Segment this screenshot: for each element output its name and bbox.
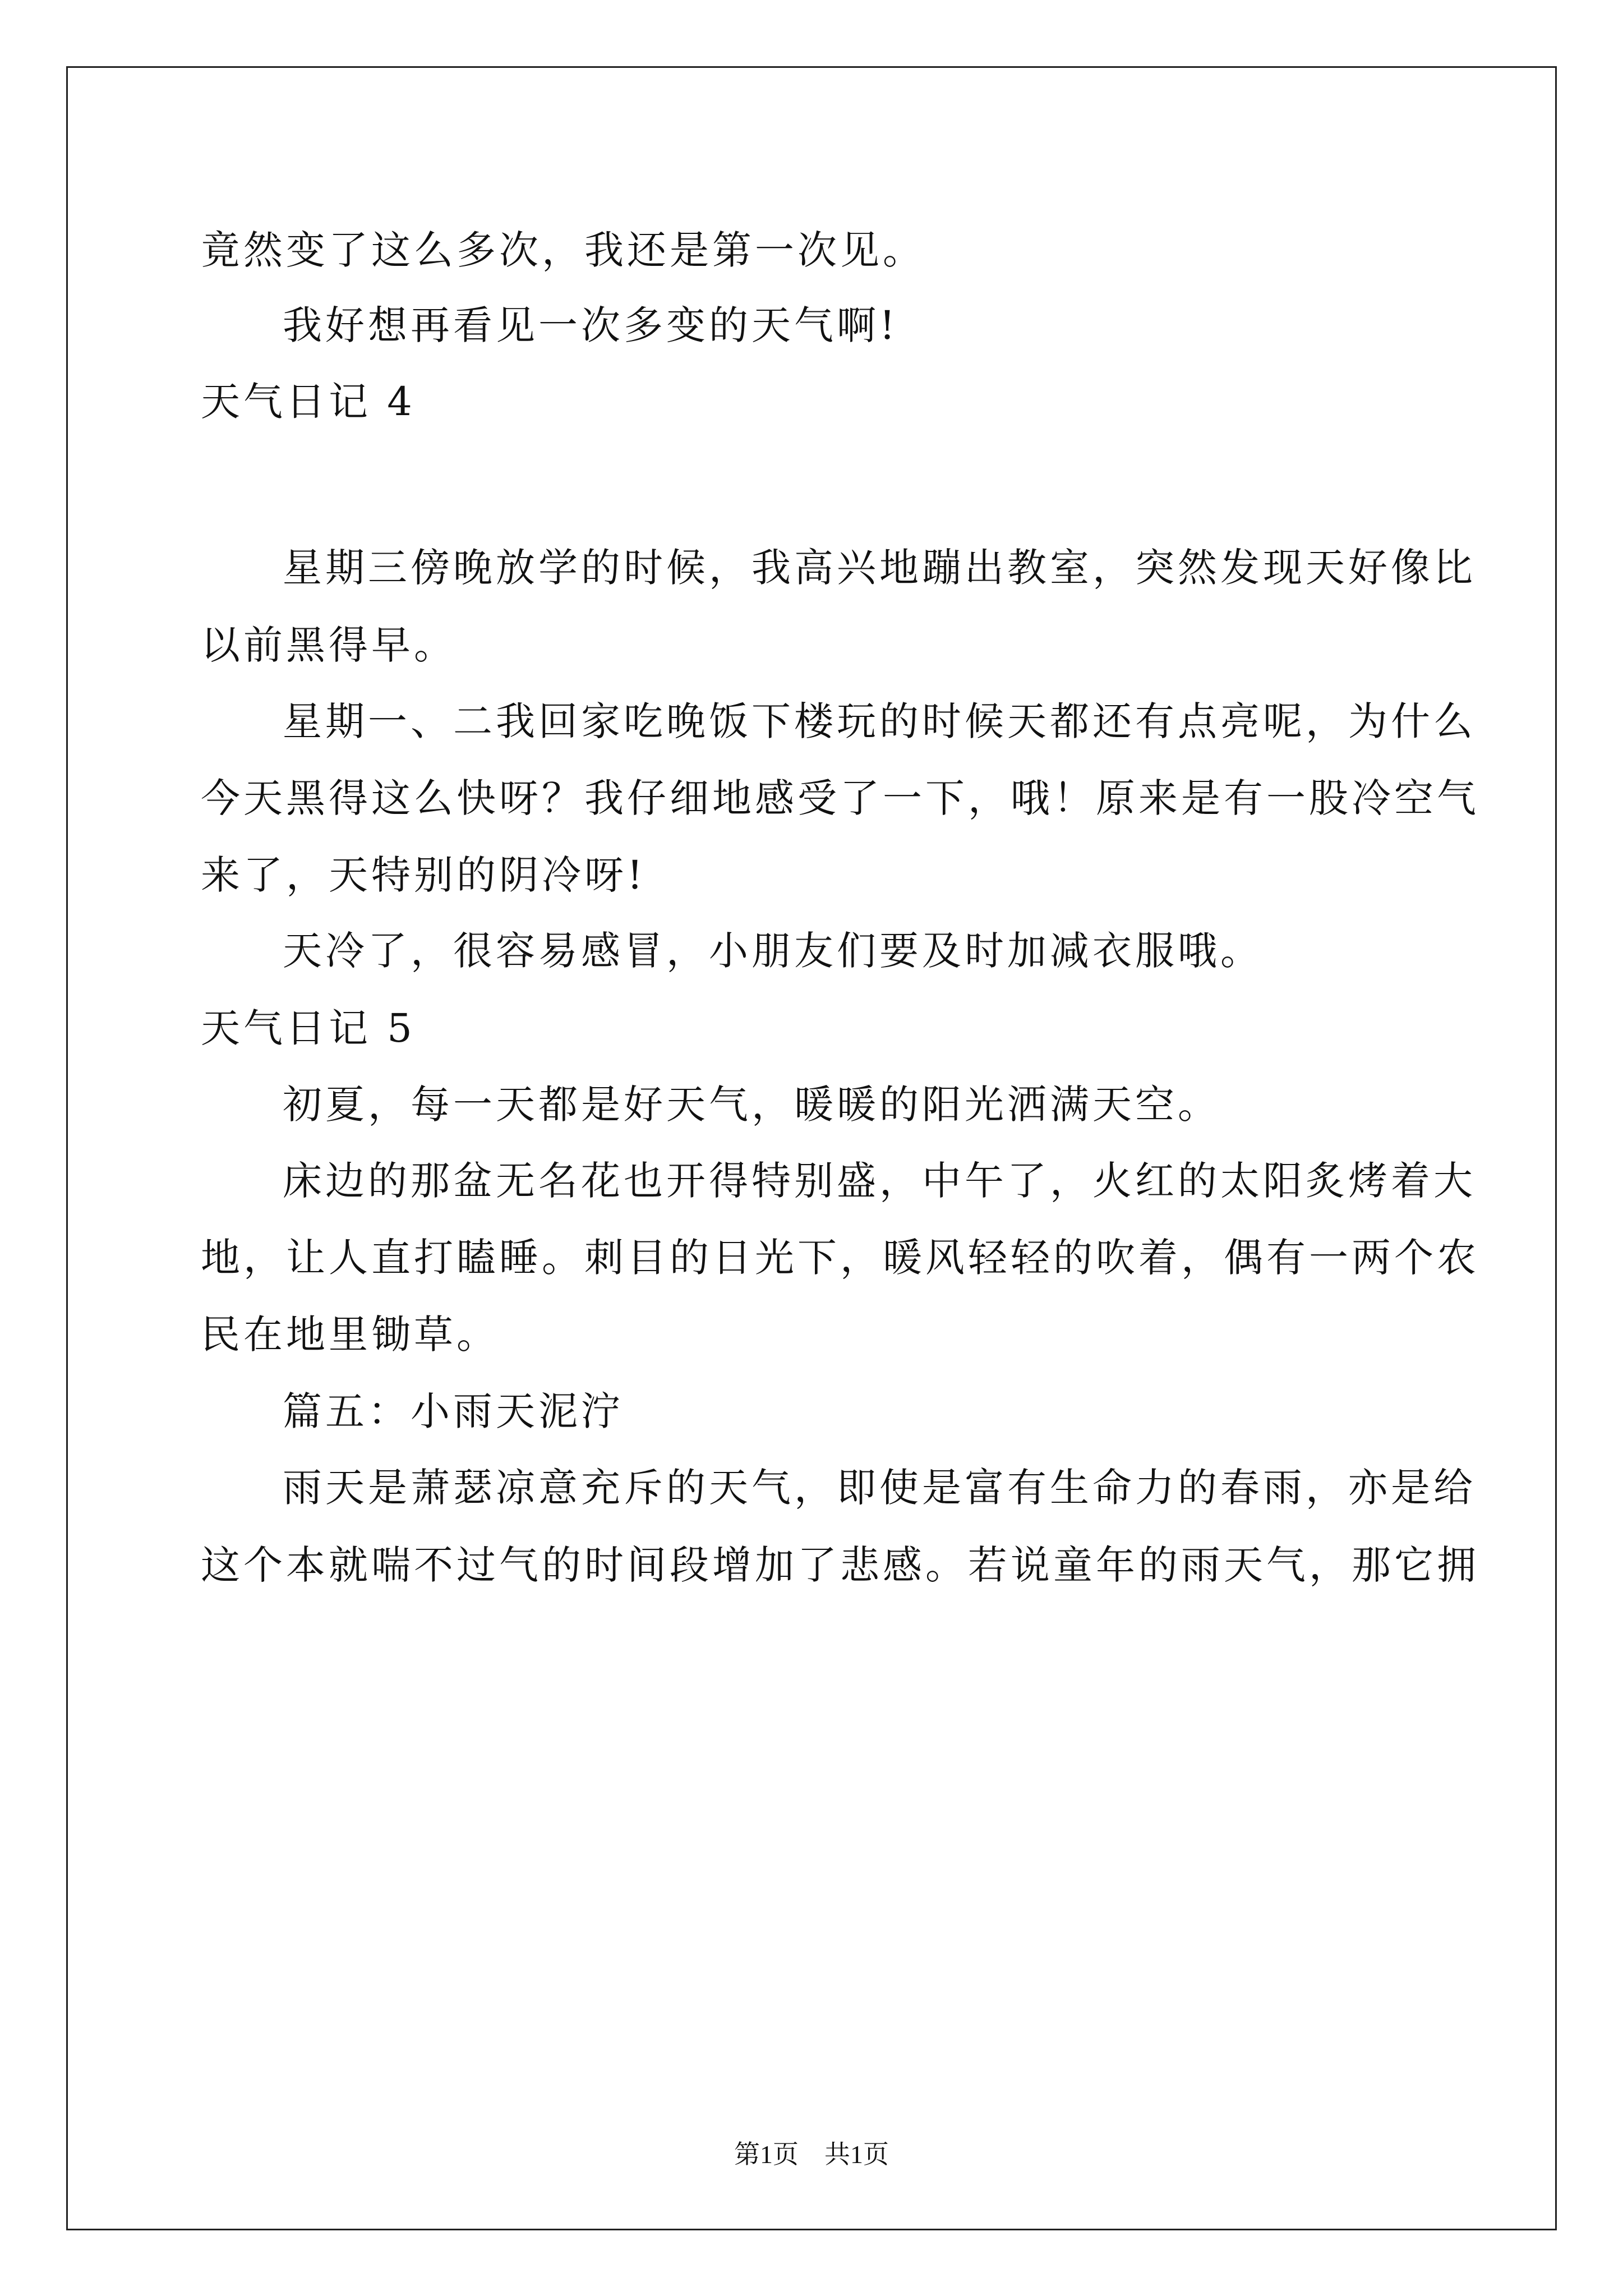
body-line: 以前黑得早。 [201,622,457,668]
body-line: 星期一、二我回家吃晚饭下楼玩的时候天都还有点亮呢，为什么 [283,698,1476,744]
body-line: 初夏，每一天都是好天气，暖暖的阳光洒满天空。 [283,1082,1220,1128]
section-heading: 天气日记 5 [201,1005,416,1051]
body-line: 地，让人直打瞌睡。刺目的日光下，暖风轻轻的吹着，偶有一两个农 [201,1235,1479,1281]
body-line: 这个本就喘不过气的时间段增加了悲感。若说童年的雨天气，那它拥 [201,1542,1479,1588]
body-line: 天冷了，很容易感冒，小朋友们要及时加减衣服哦。 [283,928,1263,974]
page-footer: 第1页 共1页 [734,2140,889,2169]
body-line: 民在地里锄草。 [201,1312,499,1358]
body-line: 来了，天特别的阴冷呀! [201,852,647,898]
body-line: 雨天是萧瑟凉意充斥的天气，即使是富有生命力的春雨，亦是给 [283,1465,1476,1511]
body-line: 我好想再看见一次多变的天气啊! [283,302,899,348]
section-heading: 天气日记 4 [201,379,416,425]
chapter-heading: 篇五：小雨天泥泞 [283,1388,624,1434]
body-line: 星期三傍晚放学的时候，我高兴地蹦出教室，突然发现天好像比 [283,545,1476,591]
body-line: 今天黑得这么快呀？我仔细地感受了一下，哦！原来是有一股冷空气 [201,775,1479,821]
body-line: 床边的那盆无名花也开得特别盛，中午了，火红的太阳炙烤着大 [283,1158,1476,1204]
body-line: 竟然变了这么多次，我还是第一次见。 [201,227,925,273]
